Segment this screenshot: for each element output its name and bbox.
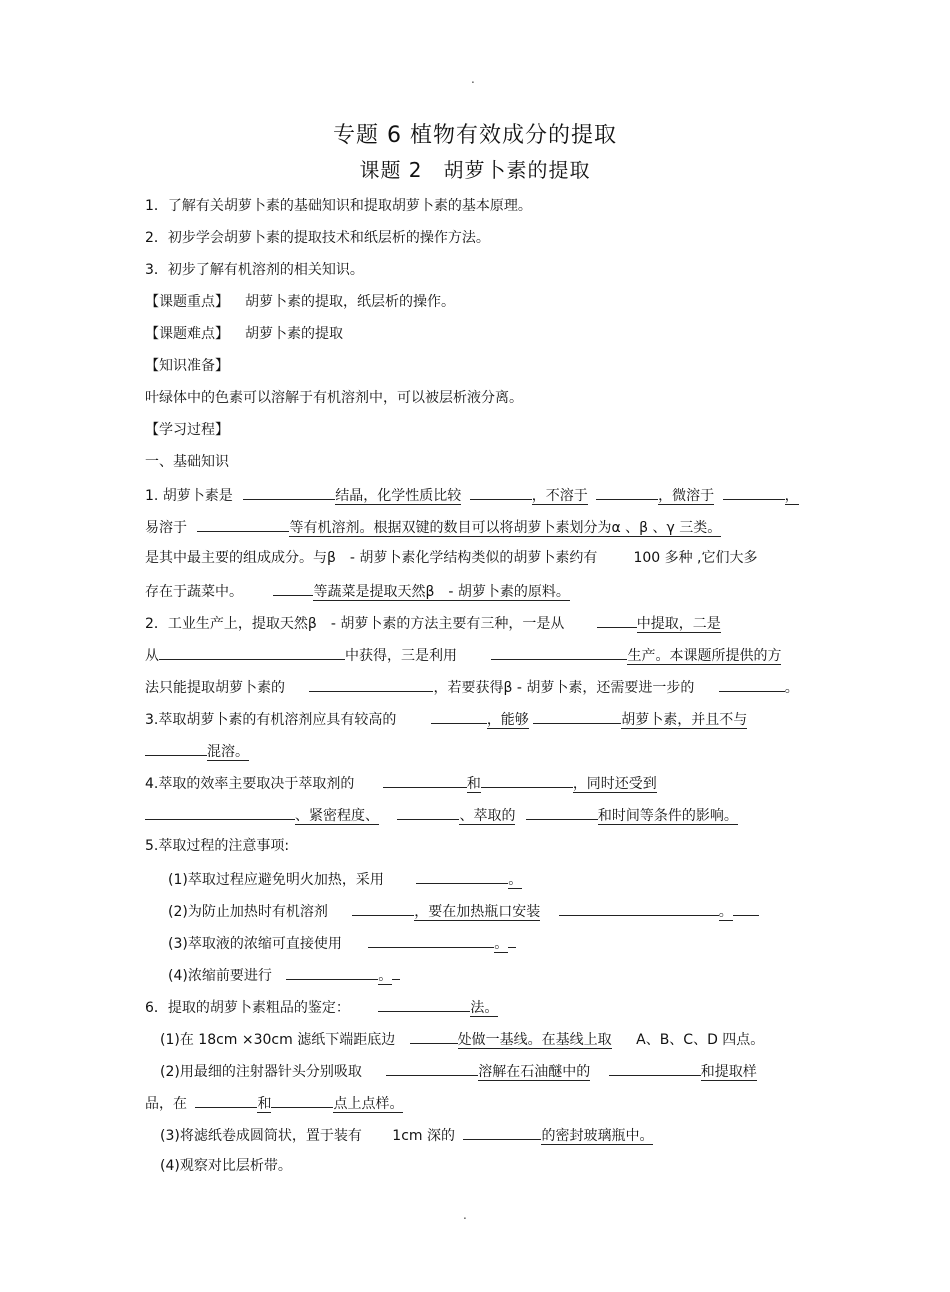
fill-blank[interactable] (159, 644, 345, 660)
q6-item-2: (2)用最细的注射器针头分别吸取 溶解在石油醚中的 和提取样 (160, 1060, 757, 1082)
fill-blank[interactable] (273, 580, 313, 596)
fill-blank[interactable] (470, 484, 532, 500)
fill-blank[interactable] (286, 964, 378, 980)
fill-blank[interactable] (609, 1060, 701, 1076)
fill-blank[interactable] (368, 932, 494, 948)
fill-blank[interactable] (526, 804, 598, 820)
page-subtitle: 课题 2 胡萝卜素的提取 (359, 158, 591, 182)
fill-blank[interactable] (383, 772, 467, 788)
fill-blank[interactable] (491, 644, 627, 660)
fill-blank[interactable] (271, 1092, 333, 1108)
prep-text: 叶绿体中的色素可以溶解于有机溶剂中，可以被层析液分离。 (145, 390, 523, 406)
difficulty-text: 胡萝卜素的提取 (245, 326, 343, 342)
fill-blank[interactable] (597, 612, 637, 628)
fill-blank[interactable] (352, 900, 414, 916)
fill-blank[interactable] (533, 708, 621, 724)
fill-blank[interactable] (416, 868, 508, 884)
q6-item-2-cont: 品，在 和 点上点样。 (145, 1092, 403, 1114)
goal-3: 3．初步了解有机溶剂的相关知识。 (145, 262, 364, 278)
fill-blank[interactable] (197, 516, 289, 532)
focus-text: 胡萝卜素的提取，纸层析的操作。 (245, 294, 455, 310)
q3-line2: 混溶。 (145, 740, 249, 762)
q5-item-4: (4)浓缩前要进行 。 (168, 964, 400, 986)
q2-line2: 从 中获得，三是利用 生产。本课题所提供的方 (145, 644, 781, 666)
fill-blank[interactable] (481, 772, 573, 788)
q5-item-3: (3)萃取液的浓缩可直接使用 。 (168, 932, 516, 954)
q5-item-1: (1)萃取过程应避免明火加热，采用 。 (168, 868, 522, 890)
section-heading: 一、基础知识 (145, 454, 229, 470)
fill-blank[interactable] (397, 804, 459, 820)
fill-blank[interactable] (559, 900, 719, 916)
q4-line2: 、紧密程度、 、萃取的 和时间等条件的影响。 (145, 804, 738, 826)
q3-line1: 3.萃取胡萝卜素的有机溶剂应具有较高的 ，能够 胡萝卜素，并且不与 (145, 708, 747, 730)
fill-blank[interactable] (145, 804, 295, 820)
q6-line1: 6．提取的胡萝卜素粗品的鉴定： 法。 (145, 996, 498, 1018)
fill-blank[interactable] (410, 1028, 458, 1044)
q2-line3: 法只能提取胡萝卜素的 ，若要获得β - 胡萝卜素，还需要进一步的 。 (145, 676, 799, 698)
q5-title: 5.萃取过程的注意事项: (145, 838, 290, 854)
q4-line1: 4.萃取的效率主要取决于萃取剂的 和 ，同时还受到 (145, 772, 657, 794)
q1-line2: 易溶于 等有机溶剂。根据双键的数目可以将胡萝卜素划分为α 、β 、γ 三类。 (145, 516, 721, 538)
q6-item-1: (1)在 18cm ×30cm 滤纸下端距底边 处做一基线。在基线上取 A、B、C、D 四点。 (160, 1028, 764, 1050)
goal-2: 2．初步学会胡萝卜素的提取技术和纸层析的操作方法。 (145, 230, 490, 246)
fill-blank[interactable] (719, 676, 785, 692)
q2-line1: 2．工业生产上，提取天然β - 胡萝卜素的方法主要有三种，一是从 中提取，二是 (145, 612, 721, 634)
q5-item-2: (2)为防止加热时有机溶剂 ，要在加热瓶口安装 。 (168, 900, 759, 922)
fill-blank[interactable] (145, 740, 207, 756)
q6-item-4: (4)观察对比层析带。 (160, 1158, 292, 1174)
difficulty-label: 【课题难点】 (145, 326, 229, 342)
fill-blank[interactable] (195, 1092, 257, 1108)
fill-blank[interactable] (723, 484, 785, 500)
focus-label: 【课题重点】 (145, 294, 229, 310)
process-label: 【学习过程】 (145, 422, 229, 438)
page-title: 专题 6 植物有效成分的提取 (333, 123, 617, 148)
fill-blank[interactable] (386, 1060, 478, 1076)
fill-blank[interactable] (463, 1124, 541, 1140)
header-dot: . (471, 72, 475, 86)
fill-blank[interactable] (596, 484, 658, 500)
q6-item-3: (3)将滤纸卷成圆筒状，置于装有 1cm 深的 的密封玻璃瓶中。 (160, 1124, 653, 1146)
fill-blank[interactable] (378, 996, 470, 1012)
fill-blank[interactable] (431, 708, 487, 724)
footer-dot: . (463, 1208, 467, 1222)
prep-label: 【知识准备】 (145, 358, 229, 374)
q1-line3: 是其中最主要的组成成分。与β - 胡萝卜素化学结构类似的胡萝卜素约有 100 多种 ,它们大多 (145, 550, 758, 566)
goal-1: 1．了解有关胡萝卜素的基础知识和提取胡萝卜素的基本原理。 (145, 198, 532, 214)
q1-line1: 1. 胡萝卜素是 结晶，化学性质比较 ，不溶于 ，微溶于 ， (145, 484, 799, 506)
fill-blank[interactable] (309, 676, 433, 692)
fill-blank[interactable] (243, 484, 335, 500)
q1-line4: 存在于蔬菜中。 等蔬菜是提取天然β - 胡萝卜素的原料。 (145, 580, 570, 602)
